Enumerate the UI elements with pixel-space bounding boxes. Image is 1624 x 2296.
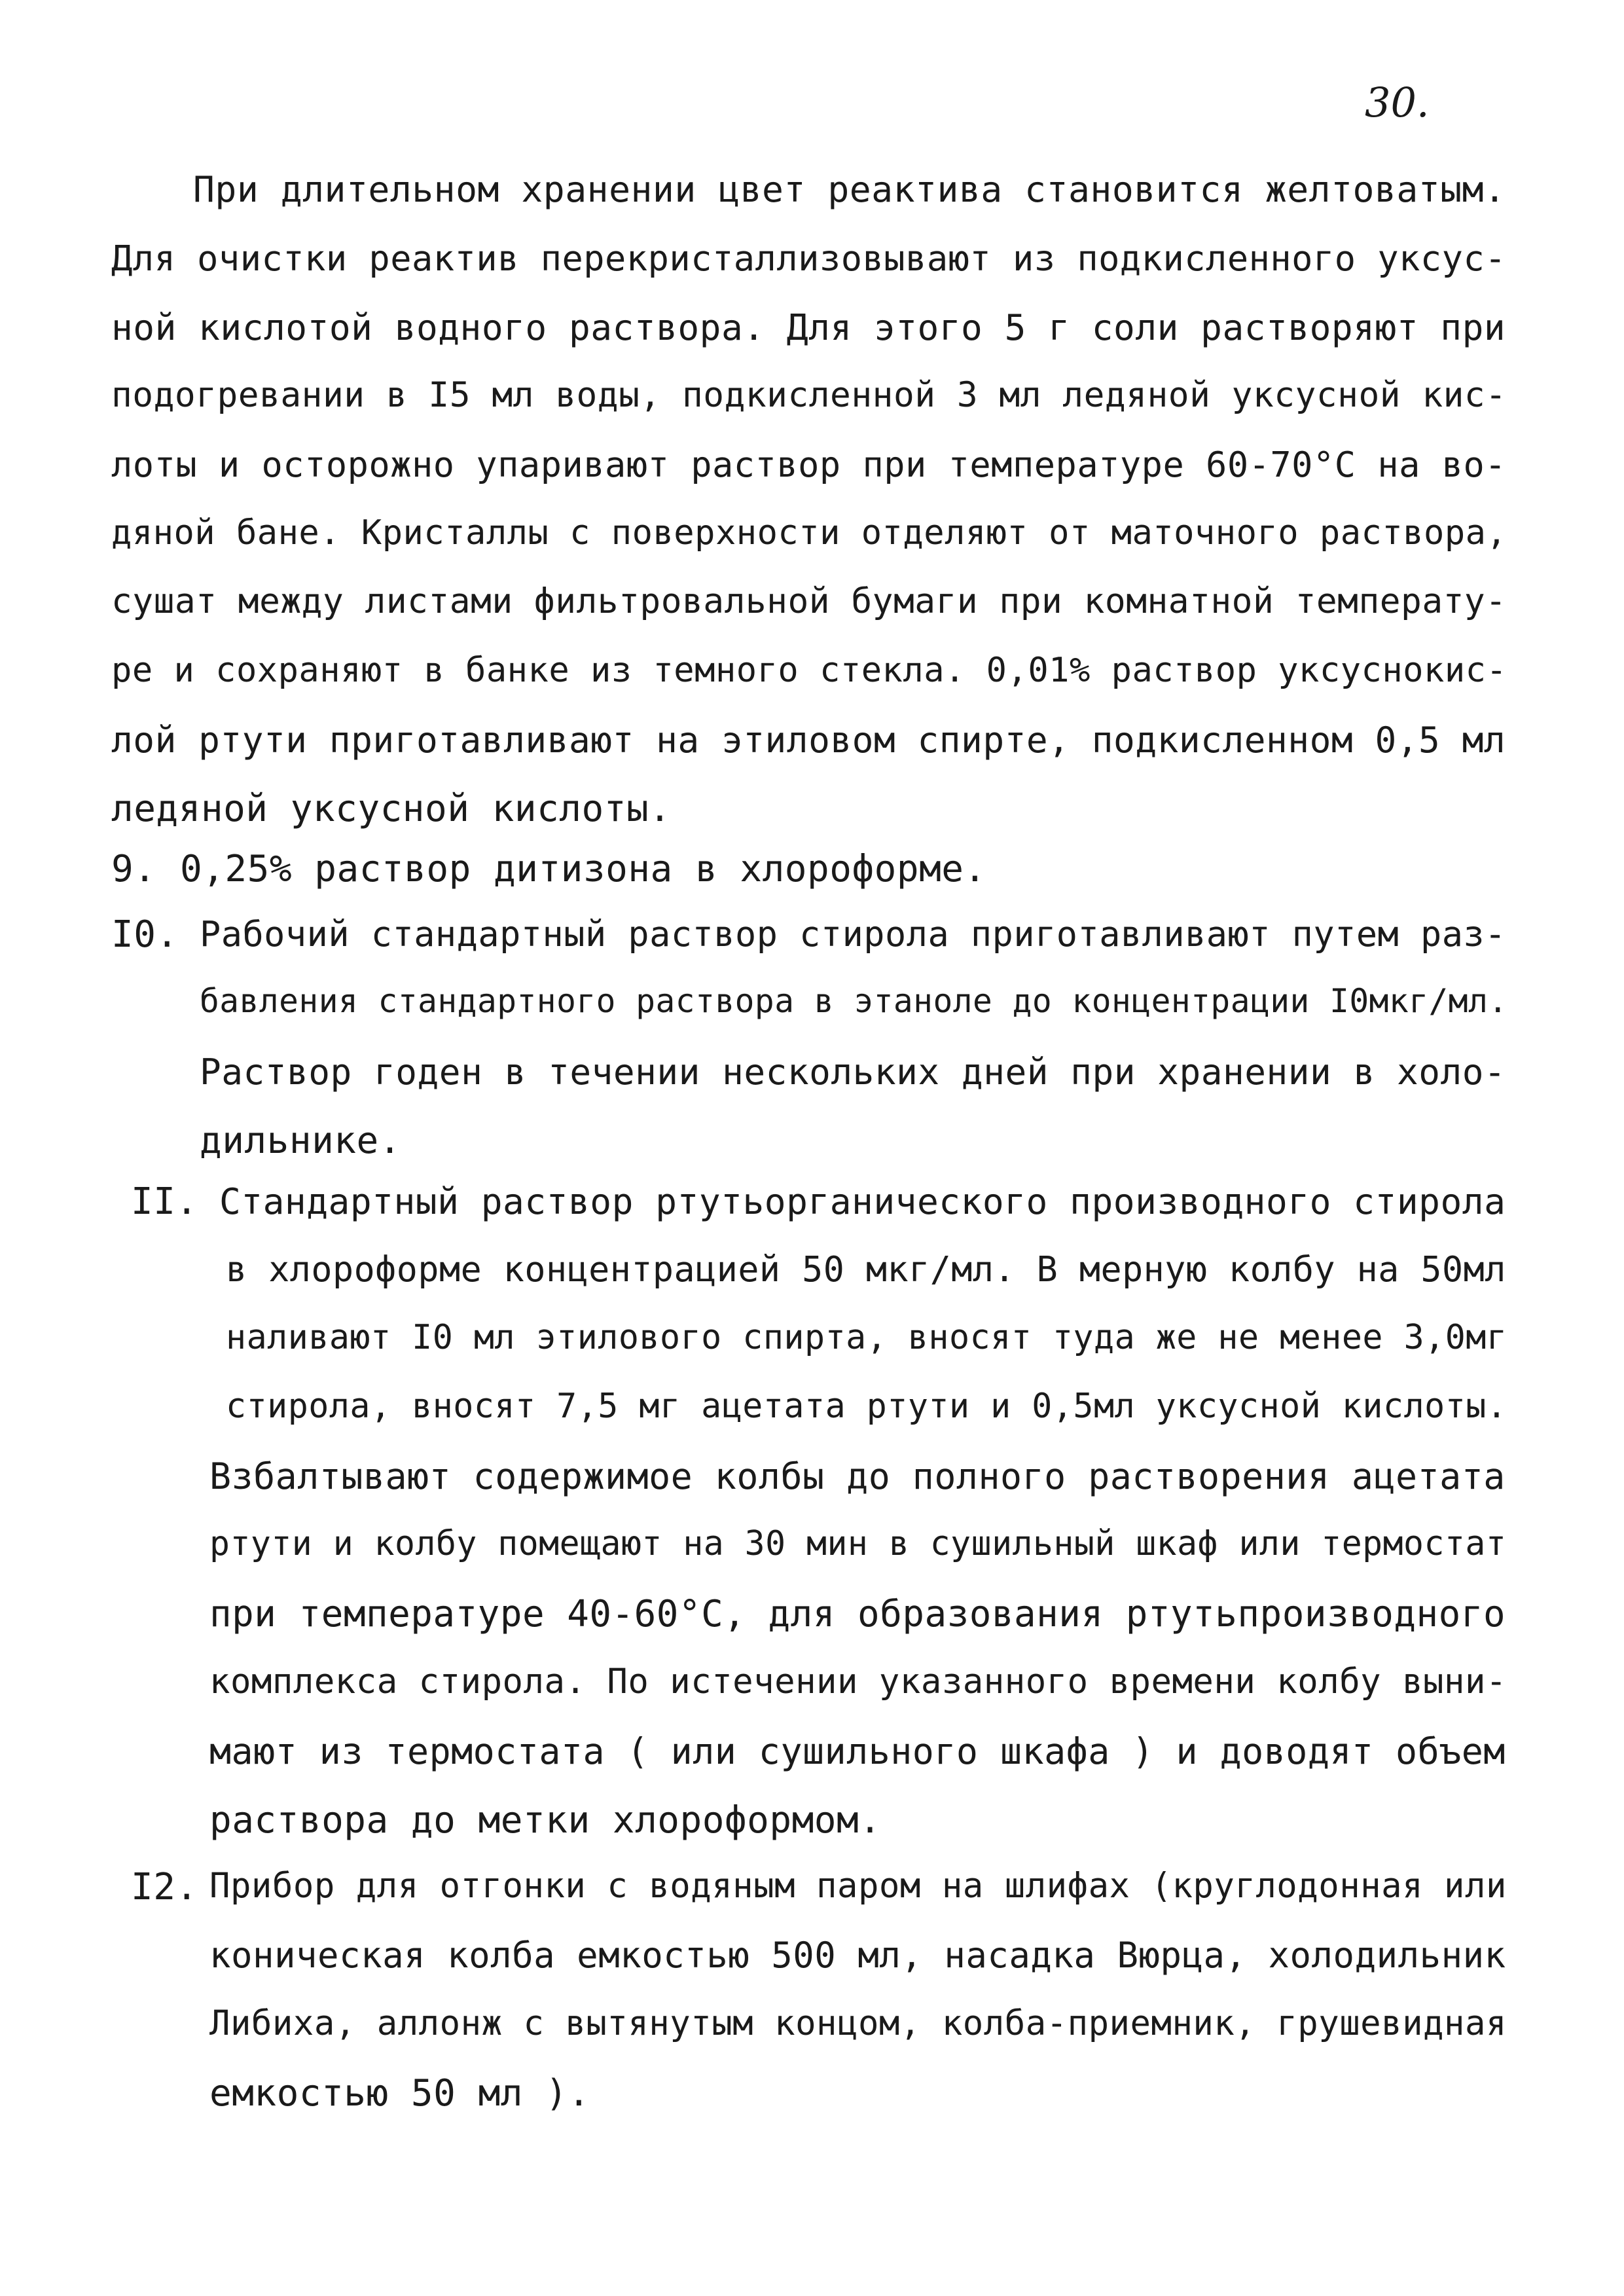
intro-line-6: дяной бане. Кристаллы с поверхности отделяют от маточного раствора, bbox=[111, 513, 1507, 553]
item-12-line-3: Либиха, аллонж с вытянутым концом, колба-приемник, грушевидная bbox=[209, 2003, 1507, 2043]
item-11-line-8: комплекса стирола. По истечении указанного времени колбу выни- bbox=[209, 1662, 1507, 1702]
item-9-marker: 9. bbox=[111, 848, 156, 890]
item-11-line-9: мают из термостата ( или сушильного шкафа ) и доводят объем bbox=[209, 1730, 1506, 1772]
item-12-line-1: Прибор для отгонки с водяным паром на шлифах (круглодонная или bbox=[209, 1866, 1507, 1906]
item-10-line-4: дильнике. bbox=[200, 1120, 401, 1162]
intro-line-10: ледяной уксусной кислоты. bbox=[111, 788, 672, 830]
intro-line-1: При длительном хранении цвет реактива становится желтоватым. bbox=[193, 168, 1506, 210]
item-11-line-2: в хлороформе концентрацией 50 мкг/мл. В мерную колбу на 50мл bbox=[226, 1249, 1506, 1290]
item-12-line-4: емкостью 50 мл ). bbox=[209, 2072, 590, 2115]
item-12-marker: I2. bbox=[131, 1866, 198, 1908]
item-11-line-4: стирола, вносят 7,5 мг ацетата ртути и 0,5мл уксусной кислоты. bbox=[226, 1387, 1507, 1426]
intro-line-7: сушат между листами фильтровальной бумаги при комнатной температу- bbox=[111, 581, 1507, 621]
item-11-line-1: Стандартный раствор ртутьорганического производного стирола bbox=[219, 1180, 1506, 1222]
item-11-line-10: раствора до метки хлороформом. bbox=[209, 1799, 882, 1842]
intro-line-8: ре и сохраняют в банке из темного стекла. 0,01% раствор уксуснокис- bbox=[111, 651, 1507, 690]
page-number: 30. bbox=[1365, 79, 1430, 126]
item-10-line-1: Рабочий стандартный раствор стирола приготавливают путем раз- bbox=[200, 913, 1506, 955]
intro-line-5: лоты и осторожно упаривают раствор при температуре 60-70°С на во- bbox=[111, 444, 1507, 485]
item-11-line-5: Взбалтывают содержимое колбы до полного растворения ацетата bbox=[209, 1455, 1506, 1497]
intro-line-3: ной кислотой водного раствора. Для этого 5 г соли растворяют при bbox=[111, 306, 1506, 348]
item-9-line-1: 0,25% раствор дитизона в хлороформе. bbox=[180, 848, 986, 890]
intro-line-2: Для очистки реактив перекристаллизовывают из подкисленного уксус- bbox=[111, 238, 1507, 279]
item-11-line-6: ртути и колбу помещают на 30 мин в сушильный шкаф или термостат bbox=[209, 1524, 1507, 1563]
item-11-marker: II. bbox=[131, 1180, 198, 1223]
item-10-line-3: Раствор годен в течении нескольких дней при хранении в холо- bbox=[200, 1051, 1506, 1093]
item-12-line-2: коническая колба емкостью 500 мл, насадка Вюрца, холодильник bbox=[209, 1935, 1506, 1976]
intro-line-9: лой ртути приготавливают на этиловом спирте, подкисленном 0,5 мл bbox=[111, 719, 1506, 761]
item-10-marker: I0. bbox=[111, 913, 179, 956]
item-11-line-3: наливают I0 мл этилового спирта, вносят туда же не менее 3,0мг bbox=[226, 1318, 1507, 1357]
item-11-line-7: при температуре 40-60°С, для образования ртутьпроизводного bbox=[209, 1593, 1506, 1635]
intro-line-4: подогревании в I5 мл воды, подкисленной 3 мл ледяной уксусной кис- bbox=[111, 375, 1507, 415]
item-10-line-2: бавления стандартного раствора в этаноле до концентрации I0мкг/мл. bbox=[200, 982, 1508, 1020]
